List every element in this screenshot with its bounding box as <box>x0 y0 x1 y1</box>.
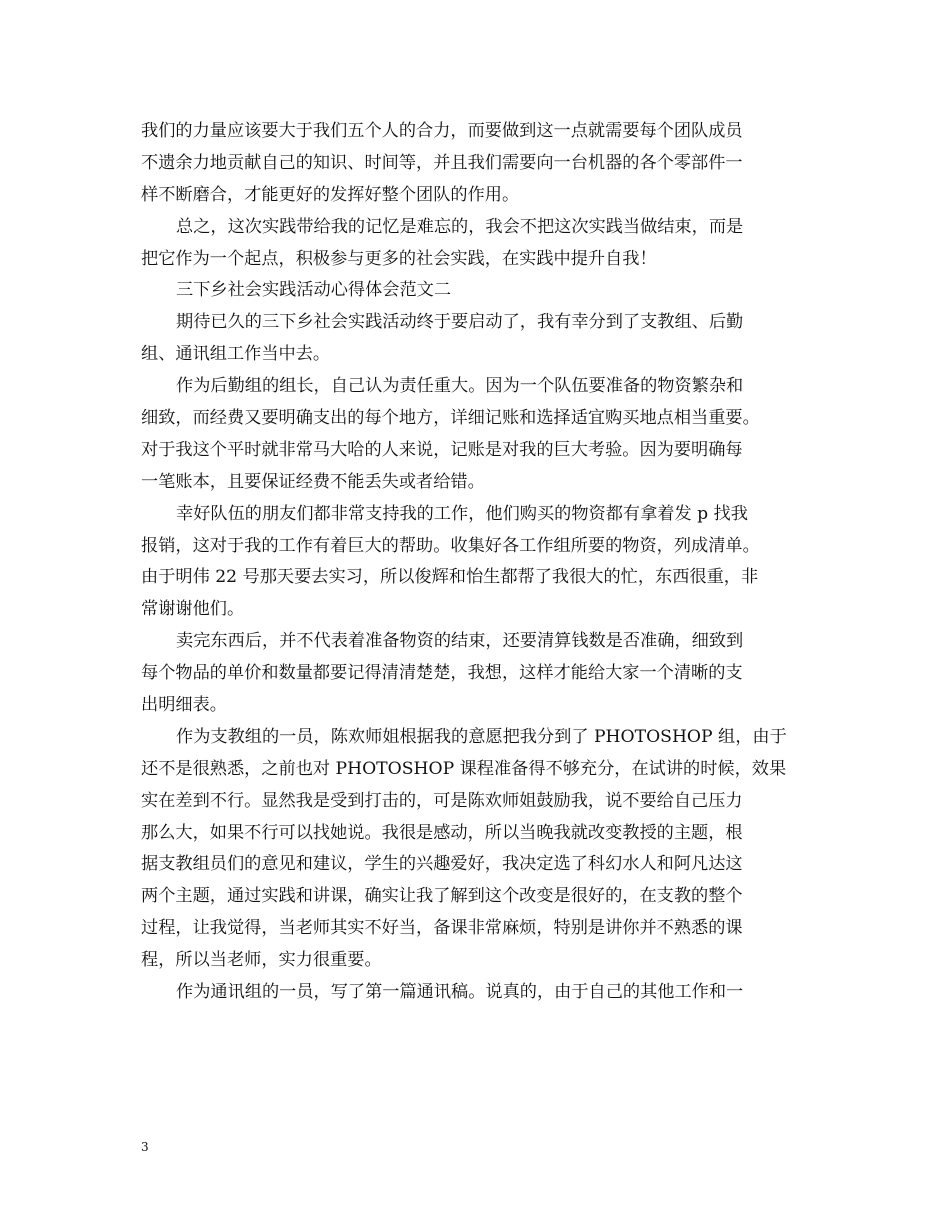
text-line: 还不是很熟悉，之前也对 PHOTOSHOP 课程准备得不够充分，在试讲的时候，效果 <box>141 758 787 779</box>
page-number: 3 <box>141 1140 149 1154</box>
text-line: 不遗余力地贡献自己的知识、时间等，并且我们需要向一台机器的各个零部件一 <box>141 152 743 173</box>
body-text <box>141 116 811 1009</box>
text-line: 作为支教组的一员，陈欢师姐根据我的意愿把我分到了 PHOTOSHOP 组，由于 <box>176 726 787 747</box>
text-line: 作为后勤组的组长，自己认为责任重大。因为一个队伍要准备的物资繁杂和 <box>176 376 744 397</box>
text-line: 实在差到不行。显然我是受到打击的，可是陈欢师姐鼓励我，说不要给自己压力 <box>141 790 743 811</box>
text-line: 样不断磨合，才能更好的发挥好整个团队的作用。 <box>141 184 520 205</box>
text-line: 总之，这次实践带给我的记忆是难忘的，我会不把这次实践当做结束，而是 <box>176 216 744 237</box>
text-line: 三下乡社会实践活动心得体会范文二 <box>176 280 452 301</box>
text-line: 由于明伟 22 号那天要去实习，所以俊辉和怡生都帮了我很大的忙，东西很重，非 <box>141 567 759 588</box>
text-line: 报销，这对于我的工作有着巨大的帮助。收集好各工作组所要的物资，列成清单。 <box>141 535 760 556</box>
text-line: 卖完东西后，并不代表着准备物资的结束，还要清算钱数是否准确，细致到 <box>176 631 744 652</box>
text-line: 把它作为一个起点，积极参与更多的社会实践，在实践中提升自我！ <box>141 248 657 269</box>
text-line: 程，所以当老师，实力很重要。 <box>141 950 382 971</box>
text-line: 幸好队伍的朋友们都非常支持我的工作，他们购买的物资都有拿着发 p 找我 <box>176 503 748 524</box>
text-line: 细致，而经费又要明确支出的每个地方，详细记账和选择适宜购买地点相当重要。 <box>141 408 760 429</box>
text-line: 对于我这个平时就非常马大哈的人来说，记账是对我的巨大考验。因为要明确每 <box>141 439 743 460</box>
text-line: 每个物品的单价和数量都要记得清清楚楚，我想，这样才能给大家一个清晰的支 <box>141 663 743 684</box>
text-line: 一笔账本，且要保证经费不能丢失或者给错。 <box>141 471 485 492</box>
text-line: 我们的力量应该要大于我们五个人的合力，而要做到这一点就需要每个团队成员 <box>141 121 743 141</box>
text-line: 那么大，如果不行可以找她说。我很是感动，所以当晚我就改变教授的主题，根 <box>141 822 743 843</box>
text-line: 组、通讯组工作当中去。 <box>141 344 331 365</box>
text-line: 据支教组员们的意见和建议，学生的兴趣爱好，我决定选了科幻水人和阿凡达这 <box>141 854 743 875</box>
text-line: 作为通讯组的一员，写了第一篇通讯稿。说真的，由于自己的其他工作和一 <box>176 982 744 1003</box>
text-line: 过程，让我觉得，当老师其实不好当，备课非常麻烦，特别是讲你并不熟悉的课 <box>141 918 743 939</box>
text-line: 期待已久的三下乡社会实践活动终于要启动了，我有幸分到了支教组、后勤 <box>176 312 744 333</box>
text-line: 出明细表。 <box>141 695 227 716</box>
text-line: 两个主题，通过实践和讲课，确实让我了解到这个改变是很好的，在支教的整个 <box>141 886 743 907</box>
text-line: 常谢谢他们。 <box>141 599 245 620</box>
